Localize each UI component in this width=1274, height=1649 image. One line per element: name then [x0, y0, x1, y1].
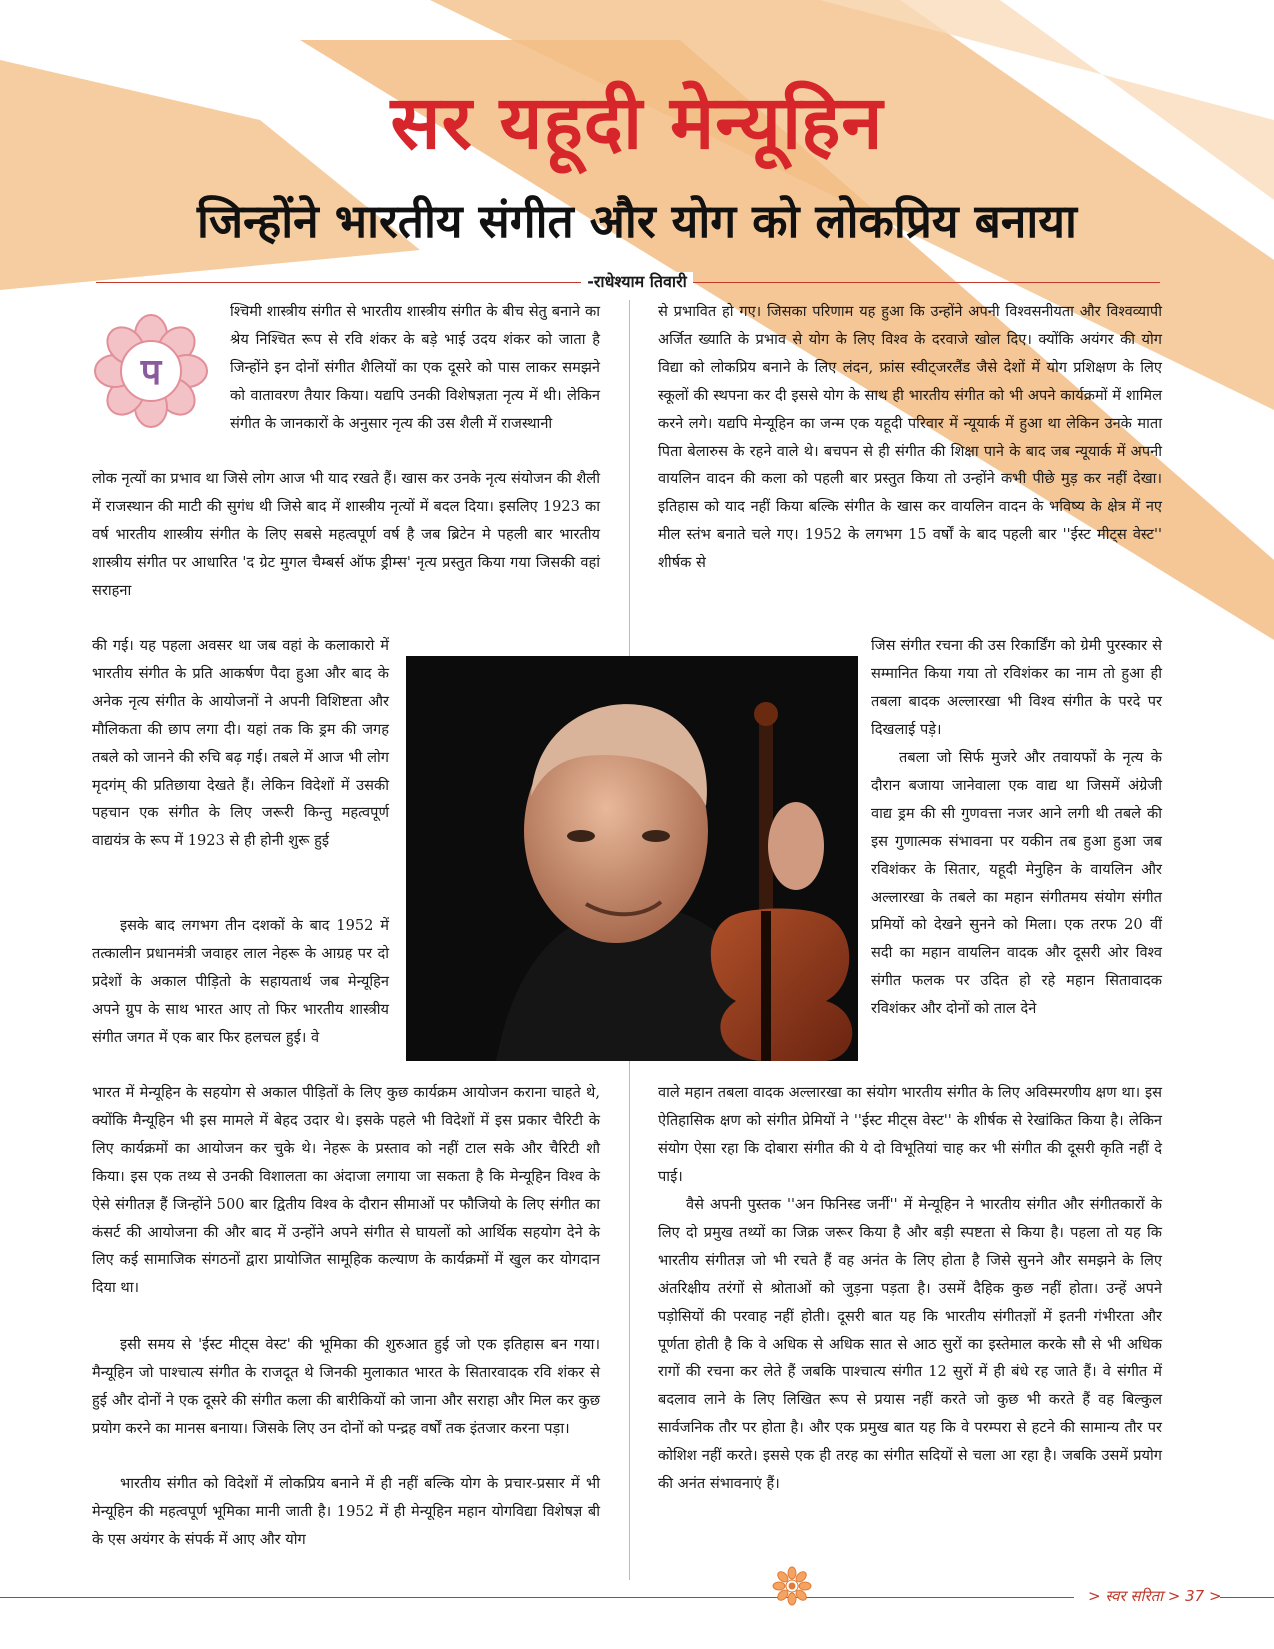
paragraph-3: की गई। यह पहला अवसर था जब वहां के कलाकारो में भारतीय संगीत के प्रति आकर्षण पैदा हुआ और बाद के अनेक नृत्य संगीत के आयोजनों ने अपनी विशिष्टता और मौलिकता की छाप लगा दी। यहां तक कि ड्रम की जगह तबले को जानने की रुचि बढ़ गई। तबले में आज भी लोग मृदगंम् की प्रतिछाया देखते हैं। लेकिन विदेशों में उसकी पहचान एक संगीत के लिए जरूरी किन्तु महत्वपूर्ण वाद्ययंत्र के रूप में 1923 से ही होनी शुरू हुई: [92, 637, 389, 850]
footer-magazine-page: > स्वर सरिता > 37 >: [1088, 1587, 1222, 1605]
paragraph-4: इसके बाद लगभग तीन दशकों के बाद 1952 में तत्कालीन प्रधानमंत्री जवाहर लाल नेहरू के आग्रह पर दो प्रदेशों के अकाल पीड़ितो के सहायतार्थ जब मेन्यूहिन अपने ग्रुप के साथ भारत आए तो फिर भारतीय शास्त्रीय संगीत जगत में एक बार फिर हलचल हुई। वे: [92, 917, 389, 1046]
paragraph-7: भारतीय संगीत को विदेशों में लोकप्रिय बनाने में ही नहीं बल्कि योग के प्रचार-प्रसार में भी मेन्यूहिन की महत्वपूर्ण भूमिका मानी जाती है। 1952 में ही मेन्यूहिन महान योगविद्या विशेषज्ञ बी के एस अयंगर के संपर्क में आए और योग: [92, 1475, 600, 1548]
paragraph-10: तबला जो सिर्फ मुजरे और तवायफों के नृत्य के दौरान बजाया जानेवाला एक वाद्य था जिसमें अंग्रेजी वाद्य ड्रम की सी गुणवत्ता नजर आने लगी थी तबले की इस गुणात्मक संभावना पर यकीन तब हुआ हुआ जब रविशंकर के सितार, यहूदी मेनुहिन के वायलिन और अल्लारखा के तबले का महान संगीतमय संयोग संगीत प्रमियों को देखने सुनने को मिला। एक तरफ 20 वीं सदी का महान वायलिन वादक और दूसरी ओर विश्व संगीत फलक पर उदित हो रहे महान सितावादक रविशंकर और दोनों को ताल देने: [871, 749, 1162, 1018]
page-title: सर यहूदी मेन्यूहिन: [390, 80, 884, 166]
footer-rule: [0, 1597, 1074, 1598]
paragraph-12: वैसे अपनी पुस्तक ''अन फिनिस्ड जर्नी'' में मेन्यूहिन ने भारतीय संगीत और संगीतकारों के लिए दो प्रमुख तथ्यों का जिक्र जरूर किया है और बड़ी स्पष्टता से किया है। पहला तो यह कि भारतीय संगीतज्ञ जो भी रचते हैं वह अनंत के लिए होता है जिसे सुनने और समझने के लिए अंतरिक्षीय तरंगों से श्रोताओं को जुड़ना पड़ता है। उसमें दैहिक कुछ नहीं होता। उन्हें अपने पड़ोसियों की परवाह नहीं होती। दूसरी बात यह कि भारतीय संगीतज्ञों में इतनी गंभीरता और पूर्णता होती है कि वे अधिक से अधिक सात से आठ सुरों का इस्तेमाल करके सौ से भी अधिक रागों की रचना कर लेते हैं जबकि पाश्चात्य संगीत 12 सुरों में ही बंधे रह जाते हैं। वे संगीत में बदलाव लाने के लिए लिखित रूप से प्रयास नहीं करते जो कुछ भी करते हैं वह बिल्कुल सार्वजनिक तौर पर होता है। और एक प्रमुख बात यह कि वे परम्परा से हटने की सामान्य तौर पर कोशिश नहीं करते। इससे एक ही तरह का संगीत सदियों से चला आ रहा है। जबकि उसमें प्रयोग की अनंत संभावनाएं हैं।: [658, 1196, 1162, 1493]
page-subtitle: जिन्होंने भारतीय संगीत और योग को लोकप्रिय बनाया: [197, 194, 1077, 248]
dropcap-letter: प: [140, 352, 162, 393]
paragraph-9: जिस संगीत रचना की उस रिकार्डिंग को ग्रेमी पुरस्कार से सम्मानित किया गया तो रविशंकर का नाम तो हुआ ही तबला बादक अल्लारखा भी विश्व संगीत के परदे पर दिखलाई पड़े।: [871, 637, 1162, 738]
paragraph-6: इसी समय से 'ईस्ट मीट्स वेस्ट' की भूमिका की शुरुआत हुई जो एक इतिहास बन गया। मैन्यूहिन जो पाश्चात्य संगीत के राजदूत थे जिनकी मुलाकात भारत के सितारवादक रवि शंकर से हुई और दोनों ने एक दूसरे की संगीत कला की बारीकियों को जाना और सराहा और मिल कर कुछ प्रयोग करने का मानस बनाया। जिसके लिए उन दोनों को पन्द्रह वर्षों तक इंतजार करना पड़ा।: [92, 1336, 600, 1437]
portrait-photo: [406, 656, 858, 1061]
footer-rule-right: [1220, 1597, 1274, 1598]
author-name: -राधेश्याम तिवारी: [581, 272, 693, 291]
paragraph-5: भारत में मेन्यूहिन के सहयोग से अकाल पीड़ितों के लिए कुछ कार्यक्रम आयोजन कराना चाहते थे, क्योंकि मैन्यूहिन भी इस मामले में बेहद उदार थे। इसके पहले भी विदेशों में इस प्रकार चैरिटी के लिए कार्यक्रमों का आयोजन कर चुके थे। नेहरू के प्रस्ताव को नहीं टाल सके और चैरिटी शौ किया। इस एक तथ्य से उनकी विशालता का अंदाजा लगाया जा सकता है कि मेन्यूहिन विश्व के ऐसे संगीतज्ञ हैं जिन्होंने 500 बार द्वितीय विश्व के दौरान सीमाओं पर फौजियो के लिए संगीत का कंसर्ट की आयोजना की और बाद में उन्होंने अपने संगीत से घायलों को आर्थिक सहयोग देने के लिए कई सामाजिक संगठनों द्वारा प्रायोजित सामूहिक कल्याण के कार्यक्रमों में खुल कर योगदान दिया था।: [92, 1084, 600, 1297]
end-ornament-icon: [770, 1564, 814, 1608]
byline: [0, 270, 1274, 292]
paragraph-2: लोक नृत्यों का प्रभाव था जिसे लोग आज भी याद रखते हैं। खास कर उनके नृत्य संयोजन की शैली में राजस्थान की माटी की सुगंध थी जिसे बाद में शास्त्रीय नृत्यों में बदल दिया। इसलिए 1923 का वर्ष भारतीय शास्त्रीय संगीत के लिए सबसे महत्वपूर्ण वर्ष है जब ब्रिटेन मे पहली बार भारतीय शास्त्रीय संगीत पर आधारित 'द ग्रेट मुगल चैम्बर्स ऑफ ड्रीम्स' नृत्य प्रस्तुत किया गया जिसकी वहां सराहना: [92, 470, 600, 599]
paragraph-11: वाले महान तबला वादक अल्लारखा का संयोग भारतीय संगीत के लिए अविस्मरणीय क्षण था। इस ऐतिहासिक क्षण को संगीत प्रेमियों ने ''ईस्ट मीट्स वेस्ट'' के शीर्षक से रेखांकित किया है। लेकिन संयोग ऐसा रहा कि दोबारा संगीत की ये दो विभूतियां चाह कर भी संगीत की दूसरी कृति नहीं दे पाई।: [658, 1084, 1162, 1185]
paragraph-1: श्चिमी शास्त्रीय संगीत से भारतीय शास्त्रीय संगीत के बीच सेतु बनाने का श्रेय निश्चित रूप से रवि शंकर के बड़े भाई उदय शंकर को जाता है जिन्होंने इन दोनों संगीत शैलियों का एक दूसरे को पास लाकर समझने को वातावरण तैयार किया। यद्यपि उनकी विशेषज्ञता नृत्य में थी। लेकिन संगीत के जानकारों के अनुसार नृत्य की उस शैली में राजस्थानी: [230, 303, 600, 432]
paragraph-8: से प्रभावित हो गए। जिसका परिणाम यह हुआ कि उन्होंने अपनी विश्वसनीयता और विश्वव्यापी अर्जित ख्याति के प्रभाव से योग के लिए विश्व के दरवाजे खोल दिए। क्योंकि अयंगर की योग विद्या को लोकप्रिय बनाने के लिए लंदन, फ्रांस स्वीट्जरलैंड जैसे देशों में योग प्रशिक्षण के लिए स्कूलों की स्थपना कर दी इससे योग के साथ ही भारतीय संगीत को भी अपने कार्यक्रमों में शामिल करने लगे। यद्यपि मेन्यूहिन का जन्म एक यहूदी परिवार में न्यूयार्क में हुआ था लेकिन उनके माता पिता बेलारुस के रहने वाले थे। बचपन से ही संगीत की शिक्षा पाने के बाद जब न्यूयार्क में अपनी वायलिन वादन की कला को पहली बार प्रस्तुत किया तो उन्होंने कभी पीछे मुड़ कर नहीं देखा। इतिहास को याद नहीं किया बल्कि संगीत के खास कर वायलिन वादन के भविष्य के क्षेत्र में नए मील स्तंभ बनाते चले गए। 1952 के लगभग 15 वर्षों के बाद पहली बार ''ईस्ट मीट्स वेस्ट'' शीर्षक से: [658, 303, 1162, 572]
flower-dropcap-icon: [92, 312, 210, 430]
